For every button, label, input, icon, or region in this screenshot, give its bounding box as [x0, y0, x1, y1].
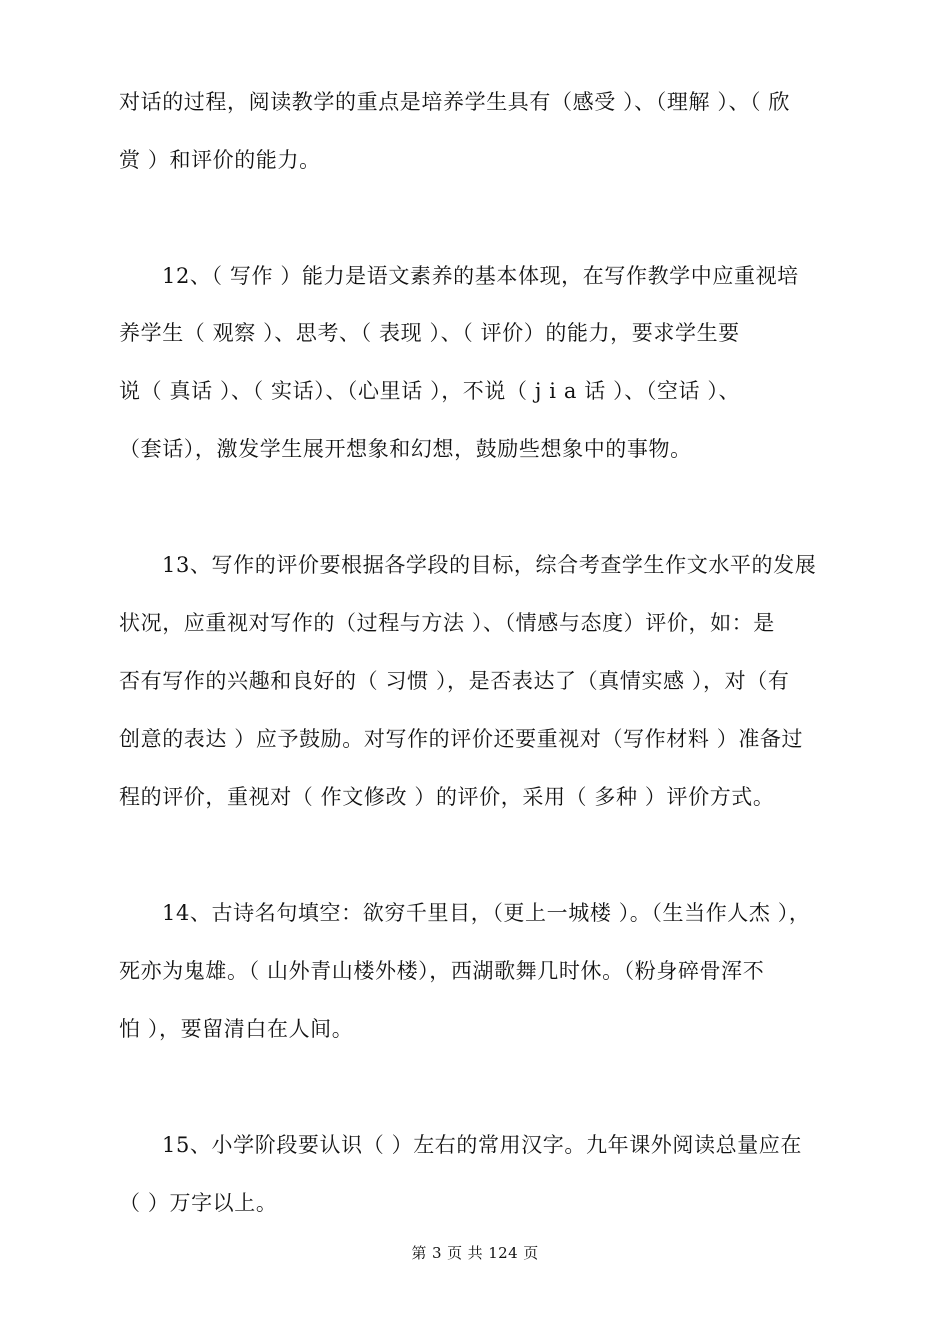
text-line: 程的评价，重视对（ 作文修改 ）的评价，采用（ 多种 ）评价方式。	[119, 785, 775, 809]
text-line: 14、古诗名句填空：欲穷千里目，（更上一城楼 ）。（生当作人杰 ），	[162, 901, 811, 925]
text-line: （套话），激发学生展开想象和幻想，鼓励些想象中的事物。	[119, 437, 692, 461]
text-line: 15、小学阶段要认识（ ）左右的常用汉字。九年课外阅读总量应在	[162, 1133, 802, 1157]
text-line: 养学生（ 观察 ）、思考、（ 表现 ）、（ 评价）的能力，要求学生要	[119, 321, 740, 345]
text-line: 对话的过程，阅读教学的重点是培养学生具有（感受 ）、（理解 ）、（ 欣	[119, 90, 791, 114]
text-line: 否有写作的兴趣和良好的（ 习惯 ），是否表达了（真情实感 ），对（有	[119, 669, 790, 693]
page-number-footer: 第 3 页 共 124 页	[411, 1244, 539, 1262]
text-line: 赏 ）和评价的能力。	[119, 148, 321, 172]
text-line: 13、写作的评价要根据各学段的目标，综合考查学生作文水平的发展	[162, 553, 817, 577]
text-line: 创意的表达 ）应予鼓励。对写作的评价还要重视对（写作材料 ）准备过	[119, 727, 804, 751]
text-line: 说（ 真话 ）、（ 实话）、（心里话 ），不说（ j i a 话 ）、（空话 ）、	[119, 379, 741, 403]
text-line: 怕 ），要留清白在人间。	[119, 1017, 354, 1041]
text-line: 死亦为鬼雄。（ 山外青山楼外楼），西湖歌舞几时休。（粉身碎骨浑不	[119, 959, 765, 983]
text-line: （ ）万字以上。	[119, 1191, 278, 1215]
text-line: 12、（ 写作 ）能力是语文素养的基本体现，在写作教学中应重视培	[162, 264, 799, 288]
text-line: 状况，应重视对写作的（过程与方法 ）、（情感与态度）评价，如：是	[119, 611, 775, 635]
